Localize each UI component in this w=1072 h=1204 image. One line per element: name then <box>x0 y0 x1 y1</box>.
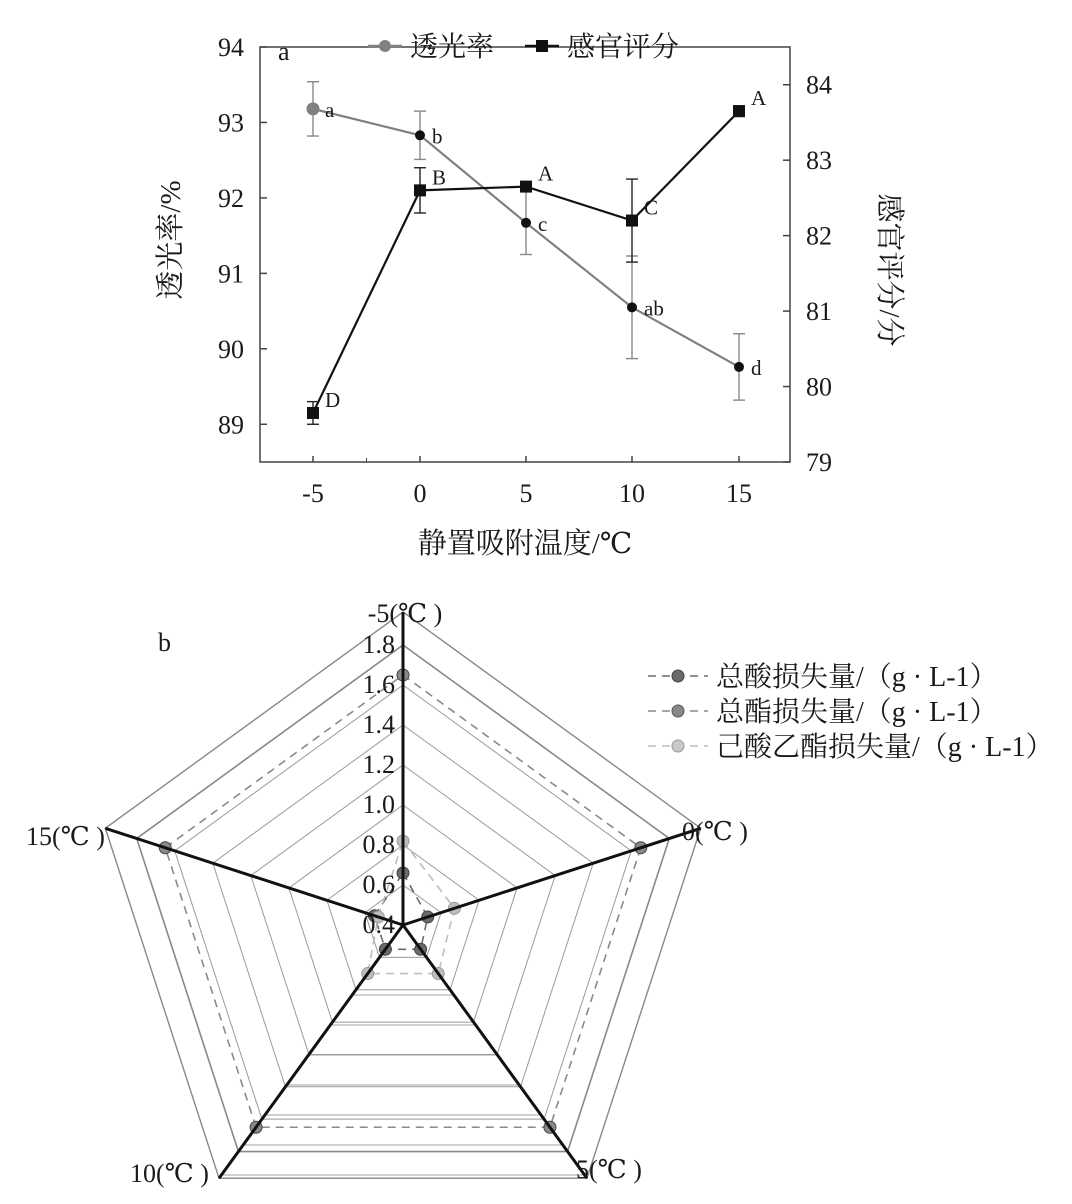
y-tick-label: 91 <box>218 259 244 289</box>
radar-category-label: 0(℃ ) <box>682 817 748 846</box>
transmittance-significance-label: ab <box>644 296 664 321</box>
radar-category-label: 5(℃ ) <box>576 1155 642 1184</box>
legend-label-series-2: 感官评分 <box>567 32 680 63</box>
x-tick-label: 15 <box>726 479 752 508</box>
panel-b-letter: b <box>158 628 171 657</box>
legend-marker-ethyl-hexanoate <box>672 740 684 752</box>
transmittance-point <box>307 102 320 115</box>
sensory-score-point <box>520 181 532 193</box>
y-tick-label: 90 <box>218 334 244 364</box>
legend-label-total-acid: 总酸损失量/（g · L-1） <box>716 662 998 693</box>
y2-tick-label: 81 <box>806 297 832 327</box>
transmittance-point <box>734 362 744 372</box>
radar-tick-label: 1.6 <box>362 670 395 699</box>
transmittance-significance-label: b <box>432 124 443 149</box>
radar-tick-label: 0.8 <box>362 830 395 859</box>
panel-b-radar-chart <box>26 599 1054 1188</box>
sensory-score-significance-label: B <box>432 165 447 190</box>
panel-a-line-chart <box>154 31 906 560</box>
transmittance-significance-label: a <box>325 97 335 122</box>
legend-marker-total-ester <box>672 705 684 717</box>
y2-tick-label: 79 <box>806 448 832 477</box>
legend-b <box>648 661 1054 763</box>
sensory-score-point <box>626 215 638 227</box>
radar-tick-label: 0.4 <box>362 910 395 939</box>
sensory-score-significance-label: A <box>538 161 554 186</box>
x-tick-label: 0 <box>413 479 427 508</box>
y2-tick-label: 80 <box>806 372 832 402</box>
x-axis-title: 静置吸附温度/℃ <box>417 528 633 560</box>
radar-tick-label: 1.4 <box>362 710 395 739</box>
radar-category-label: -5(℃ ) <box>367 599 443 628</box>
transmittance-point <box>521 218 531 228</box>
transmittance-point <box>415 130 425 140</box>
y-tick-label: 94 <box>218 33 244 62</box>
y2-tick-label: 84 <box>806 70 832 100</box>
x-tick-label: 10 <box>619 479 645 508</box>
y-tick-label: 92 <box>218 183 244 213</box>
sensory-score-point <box>307 407 319 419</box>
sensory-score-line <box>313 111 739 413</box>
transmittance-significance-label: d <box>751 355 762 380</box>
transmittance-point <box>627 302 637 312</box>
panel-a-letter: a <box>278 37 290 66</box>
y-axis-title: 透光率/% <box>155 180 187 300</box>
radar-axis-spoke <box>403 828 701 925</box>
radar-tick-label: 1.0 <box>362 790 395 819</box>
x-tick-label: -5 <box>302 479 324 508</box>
sensory-score-point <box>733 105 745 117</box>
y2-axis-title: 感官评分/分 <box>873 193 905 347</box>
radar-category-label: 10(℃ ) <box>130 1159 209 1188</box>
sensory-score-significance-label: D <box>325 387 341 412</box>
radar-category-label: 15(℃ ) <box>26 822 105 851</box>
x-tick-label: 5 <box>519 479 533 508</box>
radar-tick-label: 1.2 <box>362 750 395 779</box>
sensory-score-significance-label: A <box>751 86 767 111</box>
y2-tick-label: 83 <box>806 146 832 176</box>
radar-axis-spoke <box>403 925 587 1178</box>
legend-label-total-ester: 总酯损失量/（g · L-1） <box>716 697 998 728</box>
sensory-score-point <box>414 184 426 196</box>
sensory-score-significance-label: C <box>644 195 659 220</box>
radar-axis-spoke <box>219 925 403 1178</box>
legend-marker-series-1 <box>379 40 391 52</box>
radar-tick-label: 0.6 <box>362 870 395 899</box>
y-tick-label: 89 <box>218 410 244 440</box>
y-tick-label: 93 <box>218 108 244 138</box>
legend-label-series-1: 透光率 <box>410 32 495 63</box>
y2-tick-label: 82 <box>806 221 832 251</box>
radar-tick-label: 1.8 <box>362 630 395 659</box>
legend-label-ethyl-hexanoate: 己酸乙酯损失量/（g · L-1） <box>716 732 1054 763</box>
legend-marker-total-acid <box>672 670 684 682</box>
radar-axis-spoke <box>105 828 403 925</box>
legend-marker-series-2 <box>536 40 548 52</box>
transmittance-significance-label: c <box>538 211 548 236</box>
